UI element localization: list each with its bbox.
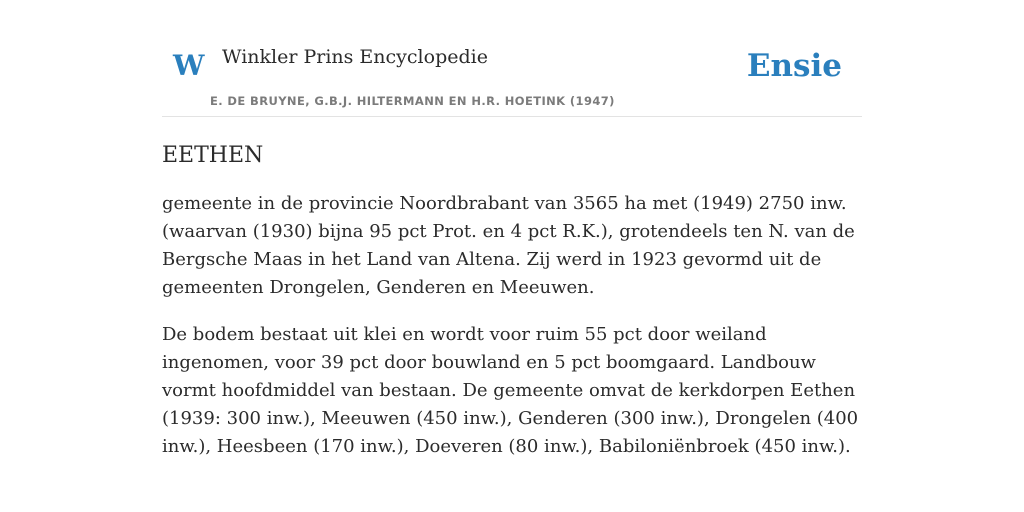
page-container — [162, 0, 862, 461]
publication-authors: E. DE BRUYNE, G.B.J. HILTERMANN EN H.R. HOETINK (1947) — [210, 94, 615, 108]
publication-title[interactable]: Winkler Prins Encyclopedie — [222, 46, 488, 68]
entry-paragraph: De bodem bestaat uit klei en wordt voor ruim 55 pct door weiland ingenomen, voor 39 pct door bouwland en 5 pct boomgaard. Landbouw vormt hoofdmiddel van bestaan. De gemeente omvat de kerkdorpen Eethen (1939: 300 inw.), Meeuwen (450 inw.), Genderen (300 inw.), Drongelen (400 inw.), Heesbeen (170 inw.), Doeveren (80 inw.), Babiloniënbroek (450 inw.). — [162, 324, 859, 457]
page-header — [162, 0, 862, 117]
publication-logo-icon[interactable]: W — [173, 49, 205, 82]
entry-title: EETHEN — [162, 143, 264, 168]
entry-paragraph: gemeente in de provincie Noordbrabant van 3565 ha met (1949) 2750 inw. (waarvan (1930) bijna 95 pct Prot. en 4 pct R.K.), grotendeels ten N. van de Bergsche Maas in het Land van Altena. Zij werd in 1923 gevormd uit de gemeenten Drongelen, Genderen en Meeuwen. — [162, 193, 855, 298]
ensie-brand-link[interactable]: Ensie — [746, 48, 842, 84]
